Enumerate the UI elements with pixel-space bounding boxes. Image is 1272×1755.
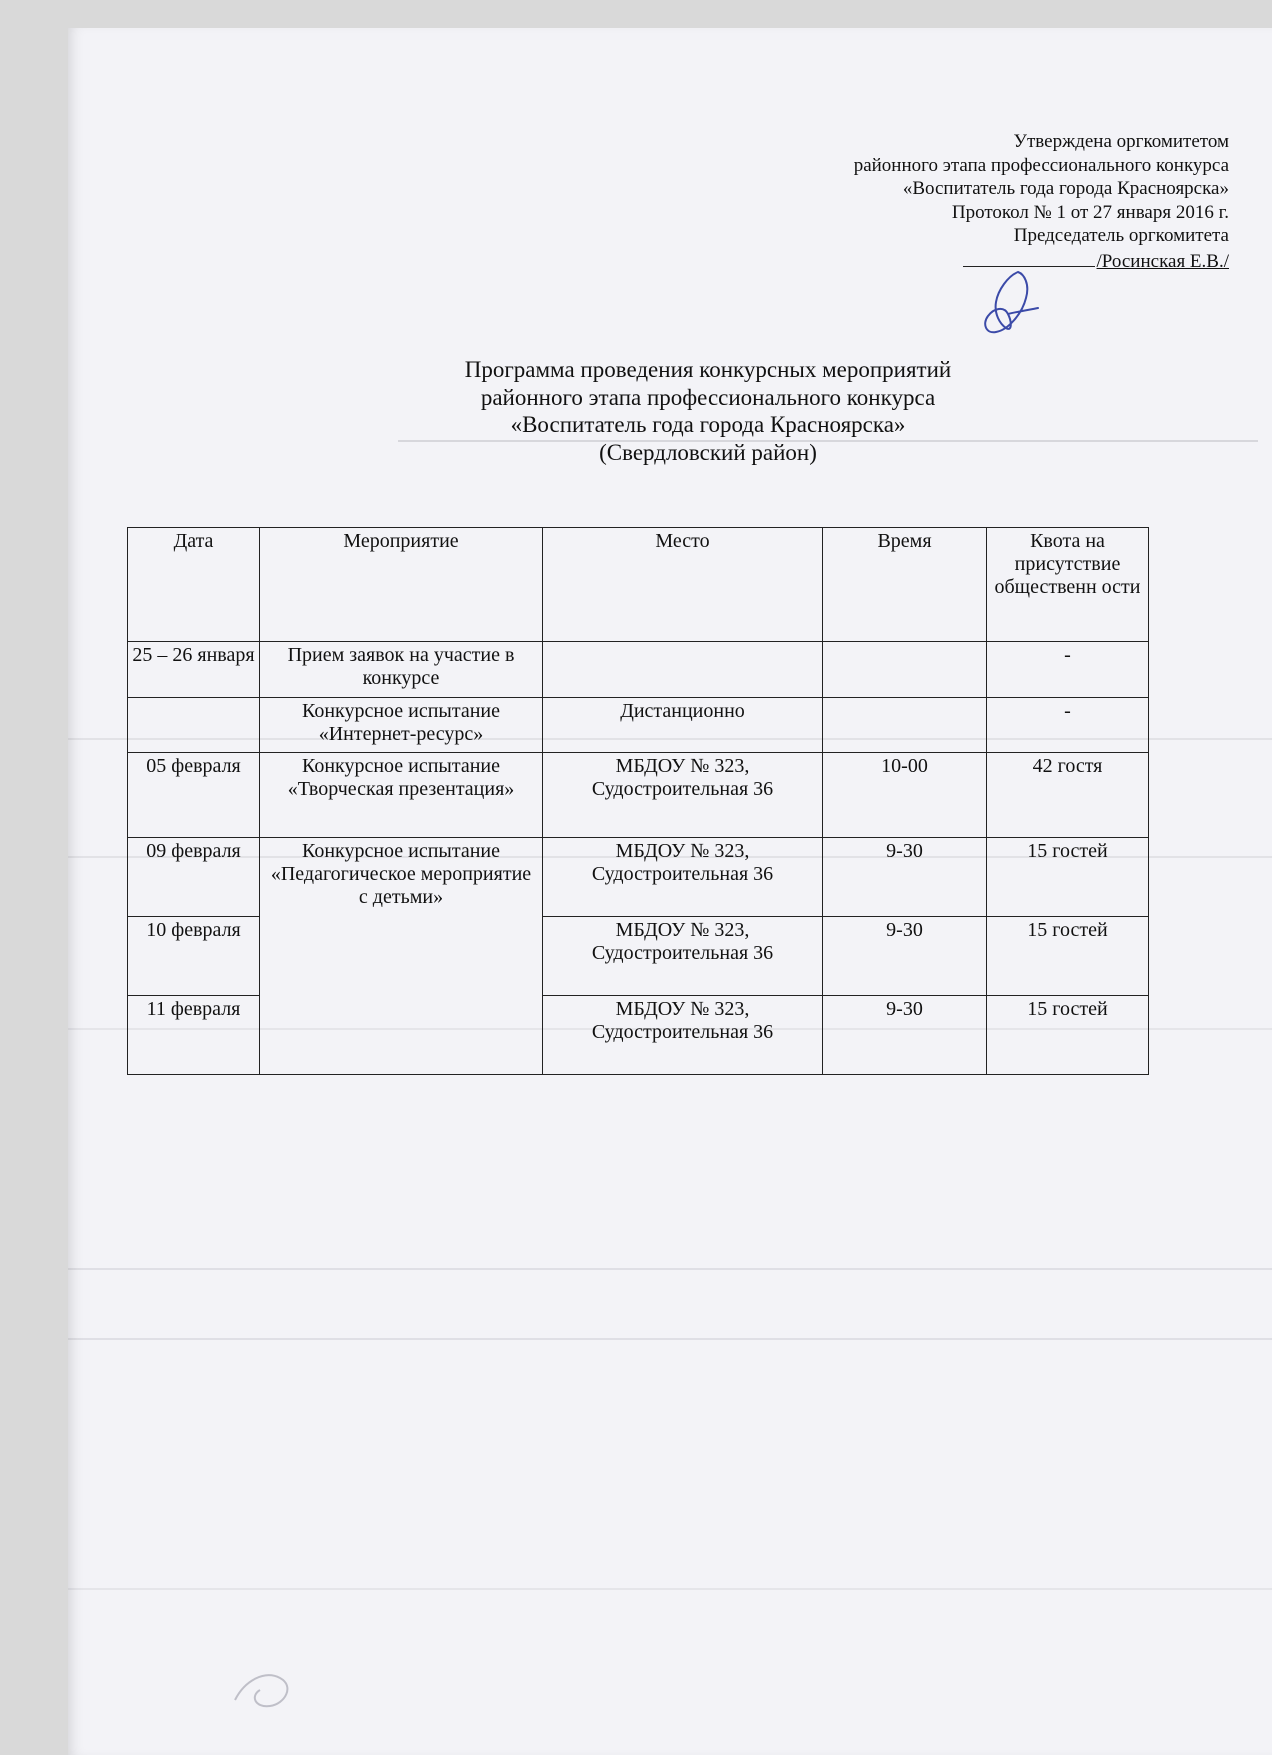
approval-line: Утверждена оргкомитетом — [1013, 131, 1229, 152]
cell-quota: 15 гостей — [987, 838, 1149, 917]
column-header-time: Время — [823, 528, 987, 642]
title-line: «Воспитатель года города Красноярска» — [510, 412, 906, 437]
cell-place: МБДОУ № 323, Судостроительная 36 — [543, 917, 823, 996]
cell-quota: 15 гостей — [987, 996, 1149, 1075]
schedule-table — [127, 527, 1149, 1075]
table-row — [128, 698, 1149, 753]
cell-time: 9-30 — [823, 917, 987, 996]
signature-blank — [963, 248, 1095, 267]
column-header-quota: Квота на присутствие общественн ости — [987, 528, 1149, 642]
table-header-row — [128, 528, 1149, 642]
cell-time — [823, 642, 987, 698]
cell-place: МБДОУ № 323, Судостроительная 36 — [543, 996, 823, 1075]
cell-quota: 42 гостя — [987, 753, 1149, 838]
title-line: районного этапа профессионального конкурса — [480, 384, 936, 410]
approval-line: Протокол № 1 от 27 января 2016 г. — [951, 201, 1229, 223]
cell-date: 10 февраля — [128, 917, 260, 996]
cell-place: МБДОУ № 323, Судостроительная 36 — [543, 753, 823, 838]
cell-date: 05 февраля — [128, 753, 260, 838]
approval-line: «Воспитатель года города Красноярска» — [902, 178, 1229, 199]
scan-artifact-line — [68, 1268, 1272, 1270]
cell-time: 10-00 — [823, 753, 987, 838]
faint-stamp-mark — [225, 1660, 315, 1720]
table-row — [128, 838, 1149, 917]
cell-date: 11 февраля — [128, 996, 260, 1075]
document-title — [348, 356, 1068, 466]
cell-place — [543, 642, 823, 698]
signee-name: /Росинская Е.В./ — [1096, 250, 1229, 272]
title-line: (Свердловский район) — [599, 439, 817, 465]
cell-place: Дистанционно — [543, 698, 823, 753]
table-row — [128, 753, 1149, 838]
column-header-date: Дата — [128, 528, 260, 642]
scan-artifact-line — [68, 1588, 1272, 1590]
approval-line: районного этапа профессионального конкурса — [853, 154, 1229, 176]
cell-quota: - — [987, 642, 1149, 698]
cell-place: МБДОУ № 323, Судостроительная 36 — [543, 838, 823, 917]
cell-date: 09 февраля — [128, 838, 260, 917]
cell-event: Прием заявок на участие в конкурсе — [260, 642, 543, 698]
column-header-place: Место — [543, 528, 823, 642]
cell-time: 9-30 — [823, 996, 987, 1075]
cell-time: 9-30 — [823, 838, 987, 917]
cell-event: Конкурсное испытание «Интернет-ресурс» — [260, 698, 543, 753]
scan-artifact-line — [68, 1338, 1272, 1340]
approval-line: Председатель оргкомитета — [1013, 225, 1229, 246]
table-row — [128, 642, 1149, 698]
cell-quota: 15 гостей — [987, 917, 1149, 996]
column-header-event: Мероприятие — [260, 528, 543, 642]
cell-time — [823, 698, 987, 753]
cell-date: 25 – 26 января — [128, 642, 260, 698]
cell-event: Конкурсное испытание «Творческая презентация» — [260, 753, 543, 838]
cell-quota: - — [987, 698, 1149, 753]
cell-date — [128, 698, 260, 753]
handwritten-signature — [978, 268, 1048, 338]
approval-stamp-block — [854, 130, 1229, 273]
title-line: Программа проведения конкурсных мероприятий — [464, 357, 952, 382]
cell-event: Конкурсное испытание «Педагогическое мероприятие с детьми» — [260, 838, 543, 1075]
